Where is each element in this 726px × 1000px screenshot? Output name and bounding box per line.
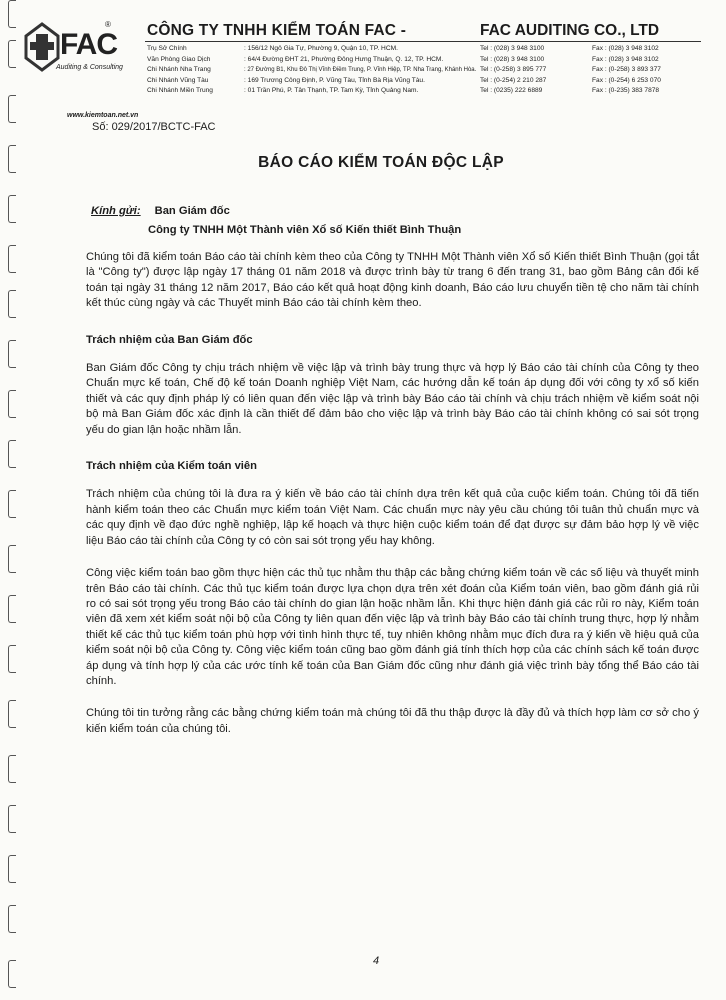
office-address: : 64/4 Đường ĐHT 21, Phường Đông Hưng Thuận, Q. 12, TP. HCM. [244,55,444,63]
addressee-label: Kính gửi: [91,205,141,217]
office-row [147,44,707,55]
office-tel: Tel : (0-258) 3 895 777 [480,66,547,74]
registered-mark: ® [105,20,111,29]
office-label: Chi Nhánh Vũng Tàu [147,76,209,84]
office-fax: Fax : (028) 3 948 3102 [592,55,659,63]
office-row [147,86,707,97]
office-address: : 156/12 Ngô Gia Tự, Phường 9, Quận 10, TP. HCM. [244,45,398,52]
audit-evidence-paragraph: Chúng tôi tin tưởng rằng các bằng chứng kiểm toán mà chúng tôi đã thu thập được là đầy đủ và thích hợp làm cơ sở cho ý kiến kiểm toán của chúng tôi. [86,707,699,735]
office-tel: Tel : (028) 3 948 3100 [480,45,545,52]
office-tel: Tel : (028) 3 948 3100 [480,55,545,63]
addressee-block [91,205,461,236]
report-title: BÁO CÁO KIỂM TOÁN ĐỘC LẬP [258,154,504,171]
report-reference: Số: 029/2017/BCTC-FAC [92,121,216,133]
office-label: Trụ Sở Chính [147,45,187,52]
auditor-responsibility-paragraph: Trách nhiệm của chúng tôi là đưa ra ý kiến về báo cáo tài chính dựa trên kết quả của cuộc kiểm toán. Chúng tôi đã tiến hành kiểm toán theo các Chuẩn mực kiểm toán Việt Nam. Các chuẩn mực này yêu cầu chúng tôi tuân thủ chuẩn mực và các quy định về đạo đức nghề nghiệp, lập kế hoạch và thực hiện cuộc kiểm toán để đạt được sự đảm bảo hợp lý về việc liệu Báo cáo tài chính của Công ty có còn sai sót trọng yếu hay không. [86,488,699,547]
page-number: 4 [373,955,380,967]
office-row [147,55,707,66]
company-logo [22,20,139,119]
office-fax: Fax : (0-254) 6 253 070 [592,76,661,84]
report-body [86,250,699,754]
audit-work-paragraph: Công việc kiểm toán bao gồm thực hiện các thủ tục nhằm thu thập các bằng chứng kiểm toán về các số liệu và thuyết minh trên Báo cáo tài chính. Các thủ tục kiểm toán được lựa chọn dựa trên xét đoán của Kiểm toán viên, bao gồm đánh giá rủi ro có sai sót trọng yếu trong Báo cáo tài chính do gian lận hoặc nhầm lẫn. Khi thực hiện đánh giá các rủi ro này, Kiểm toán viên đã xem xét kiểm soát nội bộ của Công ty liên quan đến việc lập và trình bày Báo cáo tài chính trung thực, hợp lý nhằm thiết kế các thủ tục kiểm toán phù hợp với tình hình thực tế, tuy nhiên không nhằm mục đích đưa ra ý kiến về hiệu quả của kiểm soát nội bộ của Công ty. Công việc kiểm toán cũng bao gồm đánh giá tính thích hợp của các chính sách kế toán được áp dụng và tính hợp lý của các ước tính kế toán của Ban Giám đốc cũng như đánh giá việc trình bày tổng thể Báo cáo tài chính. [86,567,699,687]
office-label: Chi Nhánh Nha Trang [147,66,211,74]
management-responsibility-paragraph: Ban Giám đốc Công ty chịu trách nhiệm về việc lập và trình bày trung thực và hợp lý Báo cáo tài chính của Công ty theo Chuẩn mực kế toán, Chế độ kế toán Doanh nghiệp Việt Nam, các hướng dẫn kế toán áp dụng đối với công ty xổ số kiến thiết và các quy định pháp lý có liên quan đến việc lập và trình bày Báo cáo tài chính và chịu trách nhiệm về kiểm soát nội bộ mà Ban Giám đốc xác định là cần thiết để đảm bảo cho việc lập và trình bày Báo cáo tài chính không có sai sót trọng yếu do gian lận hoặc nhầm lẫn. [86,362,699,436]
office-row [147,76,707,87]
addressee-line1: Ban Giám đốc [154,205,230,217]
website-link[interactable]: www.kiemtoan.net.vn [67,112,139,119]
office-tel: Tel : (0235) 222 6889 [480,87,543,95]
office-label: Văn Phòng Giao Dịch [147,55,211,63]
office-fax: Fax : (028) 3 948 3102 [592,45,659,52]
intro-paragraph: Chúng tôi đã kiểm toán Báo cáo tài chính kèm theo của Công ty TNHH Một Thành viên Xổ số Kiến thiết Bình Thuận (gọi tắt là "Công ty") được lập ngày 17 tháng 01 năm 2018 và được trình bày từ trang 6 đến trang 31, bao gồm Bảng cân đối kế toán tại ngày 31 tháng 12 năm 2017, Báo cáo kết quả hoạt động kinh doanh, Báo cáo lưu chuyển tiền tệ cho năm tài chính kết thúc cùng ngày và các Thuyết minh Báo cáo tài chính kèm theo. [86,251,699,310]
header-divider [145,41,701,42]
binder-holes [2,0,20,1000]
office-fax: Fax : (0-235) 383 7878 [592,87,660,95]
company-name-vn: CÔNG TY TNHH KIỂM TOÁN FAC - [147,22,407,39]
section-heading-auditor: Trách nhiệm của Kiểm toán viên [86,460,257,473]
office-address: : 27 Đường B1, Khu Đô Thị Vĩnh Điềm Trung, P. Vĩnh Hiệp, TP. Nha Trang, Khánh Hòa. [244,67,477,74]
logo-text: FAC [60,28,117,61]
office-label: Chi Nhánh Miền Trung [147,87,213,95]
office-tel: Tel : (0-254) 2 210 287 [480,76,547,84]
office-address: : 169 Trương Công Định, P. Vũng Tàu, Tỉnh Bà Rịa Vũng Tàu. [244,76,425,84]
office-row [147,65,707,76]
office-address: : 01 Trần Phú, P. Tân Thạnh, TP. Tam Kỳ, Tỉnh Quảng Nam. [244,87,419,95]
section-heading-management: Trách nhiệm của Ban Giám đốc [86,333,253,346]
addressee-line2: Công ty TNHH Một Thành viên Xổ số Kiến thiết Bình Thuận [148,224,462,236]
office-list [147,44,707,97]
office-fax: Fax : (0-258) 3 893 377 [592,66,661,74]
company-name-en: FAC AUDITING CO., LTD [480,22,660,39]
logo-subtitle: Auditing & Consulting [56,64,123,71]
